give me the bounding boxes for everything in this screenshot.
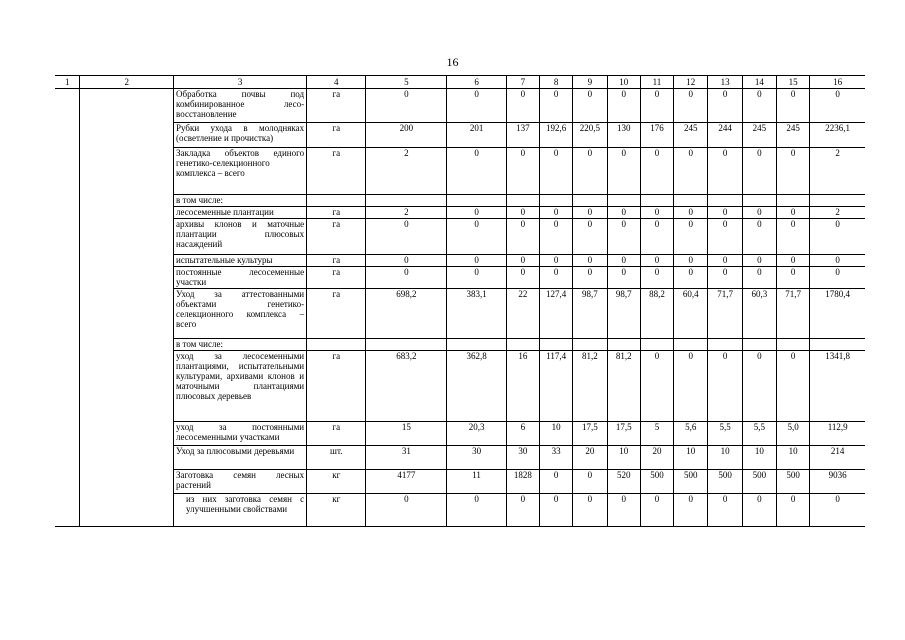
table-row (55, 267, 865, 289)
row-value (573, 339, 607, 351)
row-value: 698,2 (366, 289, 447, 339)
row-value: 362,8 (447, 351, 506, 422)
row-value: 0 (708, 148, 742, 195)
row-value: 0 (640, 494, 673, 527)
header-row (55, 76, 865, 89)
row-value: 520 (607, 470, 640, 494)
row-col-2 (80, 446, 174, 470)
row-value: 10 (607, 446, 640, 470)
row-name: уход за лесосеменными плантациями, испытательными культурами, архивами клонов и маточными плантациями плюсовых деревьев (174, 351, 307, 422)
row-value: 0 (640, 219, 673, 255)
row-unit: га (307, 89, 366, 123)
row-name: Обработка почвы под комбинированное лесо-восстановление (174, 89, 307, 123)
row-value: 2236,1 (810, 123, 865, 148)
column-header: 9 (573, 76, 607, 89)
row-col-1 (55, 207, 80, 219)
row-value: 0 (777, 351, 810, 422)
row-value: 0 (607, 89, 640, 123)
row-value: 0 (573, 89, 607, 123)
row-value: 11 (447, 470, 506, 494)
row-value: 0 (777, 255, 810, 267)
row-unit: га (307, 207, 366, 219)
row-value: 0 (540, 148, 573, 195)
row-value: 0 (506, 219, 539, 255)
row-name: в том числе: (174, 339, 307, 351)
row-name: из них заготовка семян с улучшенными свойствами (174, 494, 307, 527)
row-value: 0 (742, 148, 776, 195)
row-col-2 (80, 123, 174, 148)
row-col-2 (80, 195, 174, 207)
row-value: 0 (777, 494, 810, 527)
row-name: Уход за плюсовыми деревьями (174, 446, 307, 470)
row-value: 0 (742, 207, 776, 219)
row-unit: га (307, 267, 366, 289)
row-value: 5,5 (742, 422, 776, 446)
row-value (777, 339, 810, 351)
table-row (55, 255, 865, 267)
row-value: 0 (810, 267, 865, 289)
row-value (540, 339, 573, 351)
row-col-1 (55, 351, 80, 422)
row-value: 0 (447, 267, 506, 289)
row-col-1 (55, 470, 80, 494)
row-value: 0 (777, 89, 810, 123)
row-col-2 (80, 351, 174, 422)
row-value: 31 (366, 446, 447, 470)
row-value: 0 (674, 351, 708, 422)
table-row (55, 207, 865, 219)
row-value (447, 195, 506, 207)
row-value: 0 (573, 494, 607, 527)
row-value: 0 (640, 89, 673, 123)
row-value: 112,9 (810, 422, 865, 446)
table-row (55, 339, 865, 351)
row-value: 0 (777, 219, 810, 255)
row-value: 0 (708, 89, 742, 123)
row-value: 0 (447, 494, 506, 527)
row-value: 0 (447, 255, 506, 267)
column-header: 7 (506, 76, 539, 89)
row-value: 0 (640, 267, 673, 289)
row-value: 0 (708, 267, 742, 289)
row-value: 0 (674, 89, 708, 123)
row-value: 0 (573, 470, 607, 494)
table-row (55, 446, 865, 470)
row-value: 0 (777, 267, 810, 289)
row-unit (307, 195, 366, 207)
row-value: 2 (366, 207, 447, 219)
row-name: постоянные лесосеменные участки (174, 267, 307, 289)
table-row (55, 148, 865, 195)
row-col-2 (80, 89, 174, 123)
row-value: 22 (506, 289, 539, 339)
row-unit: га (307, 123, 366, 148)
row-col-1 (55, 422, 80, 446)
row-name: Заготовка семян лесных растений (174, 470, 307, 494)
row-col-2 (80, 267, 174, 289)
table-row (55, 351, 865, 422)
column-header: 11 (640, 76, 673, 89)
row-value (640, 195, 673, 207)
row-value: 200 (366, 123, 447, 148)
row-value: 16 (506, 351, 539, 422)
row-value: 0 (777, 207, 810, 219)
row-value: 176 (640, 123, 673, 148)
row-value: 9036 (810, 470, 865, 494)
row-value: 5 (640, 422, 673, 446)
row-value: 15 (366, 422, 447, 446)
row-value: 500 (742, 470, 776, 494)
row-col-2 (80, 289, 174, 339)
row-unit: га (307, 422, 366, 446)
column-header: 4 (307, 76, 366, 89)
row-unit (307, 339, 366, 351)
row-value: 2 (810, 148, 865, 195)
table-row (55, 89, 865, 123)
row-value: 0 (640, 255, 673, 267)
row-value: 0 (674, 148, 708, 195)
row-value (607, 339, 640, 351)
row-value (708, 195, 742, 207)
row-value: 500 (708, 470, 742, 494)
row-value: 71,7 (777, 289, 810, 339)
row-value: 0 (708, 351, 742, 422)
row-value: 0 (540, 207, 573, 219)
row-value: 0 (674, 207, 708, 219)
row-value (742, 339, 776, 351)
row-col-1 (55, 494, 80, 527)
row-value (506, 195, 539, 207)
row-value: 0 (674, 267, 708, 289)
row-value: 0 (366, 255, 447, 267)
row-value: 0 (573, 219, 607, 255)
table-row (55, 422, 865, 446)
row-col-2 (80, 219, 174, 255)
row-unit: га (307, 148, 366, 195)
row-value: 10 (708, 446, 742, 470)
row-value: 5,5 (708, 422, 742, 446)
table-row (55, 470, 865, 494)
row-col-2 (80, 470, 174, 494)
row-col-2 (80, 339, 174, 351)
row-value: 81,2 (573, 351, 607, 422)
row-value: 0 (742, 219, 776, 255)
row-value: 0 (708, 207, 742, 219)
row-value: 30 (506, 446, 539, 470)
row-value: 0 (742, 255, 776, 267)
row-value: 244 (708, 123, 742, 148)
table-row (55, 494, 865, 527)
column-header: 16 (810, 76, 865, 89)
row-unit: га (307, 255, 366, 267)
row-value: 0 (447, 207, 506, 219)
row-name: Закладка объектов единого генетико-селекционного комплекса – всего (174, 148, 307, 195)
row-value: 20 (573, 446, 607, 470)
row-col-2 (80, 255, 174, 267)
column-header: 2 (80, 76, 174, 89)
row-value (777, 195, 810, 207)
row-value: 6 (506, 422, 539, 446)
row-value: 0 (540, 89, 573, 123)
row-value: 0 (506, 89, 539, 123)
row-value: 0 (506, 494, 539, 527)
row-value: 683,2 (366, 351, 447, 422)
row-value: 30 (447, 446, 506, 470)
row-value: 0 (607, 207, 640, 219)
row-value: 0 (573, 148, 607, 195)
table-row (55, 219, 865, 255)
row-name: Уход за аттестованными объектами генетико-селекционного комплекса – всего (174, 289, 307, 339)
row-value: 98,7 (607, 289, 640, 339)
row-value (506, 339, 539, 351)
column-header: 14 (742, 76, 776, 89)
row-value: 0 (810, 494, 865, 527)
row-value: 500 (640, 470, 673, 494)
data-table (55, 75, 865, 527)
row-value: 0 (506, 255, 539, 267)
row-value: 0 (366, 219, 447, 255)
row-col-1 (55, 446, 80, 470)
row-name: Рубки ухода в молодняках (осветление и прочистка) (174, 123, 307, 148)
row-value (742, 195, 776, 207)
row-value: 192,6 (540, 123, 573, 148)
row-value: 0 (607, 494, 640, 527)
row-value: 0 (777, 148, 810, 195)
row-value: 0 (742, 351, 776, 422)
row-value: 0 (640, 207, 673, 219)
column-header: 8 (540, 76, 573, 89)
row-value: 60,3 (742, 289, 776, 339)
row-value: 2 (810, 207, 865, 219)
row-value: 0 (708, 255, 742, 267)
row-value (540, 195, 573, 207)
table-row (55, 289, 865, 339)
row-value: 20,3 (447, 422, 506, 446)
row-col-2 (80, 494, 174, 527)
row-value: 0 (810, 89, 865, 123)
row-value: 0 (573, 267, 607, 289)
row-value: 0 (640, 351, 673, 422)
row-name: лесосеменные плантации (174, 207, 307, 219)
row-value: 0 (366, 494, 447, 527)
column-header: 1 (55, 76, 80, 89)
row-value: 383,1 (447, 289, 506, 339)
row-value: 0 (607, 148, 640, 195)
row-name: испытательные культуры (174, 255, 307, 267)
row-value: 0 (540, 255, 573, 267)
row-value: 71,7 (708, 289, 742, 339)
row-value: 1828 (506, 470, 539, 494)
row-value: 0 (366, 267, 447, 289)
column-header: 13 (708, 76, 742, 89)
row-unit: га (307, 289, 366, 339)
row-value: 245 (777, 123, 810, 148)
table-row (55, 195, 865, 207)
row-value: 0 (674, 494, 708, 527)
row-value: 0 (640, 148, 673, 195)
row-value: 500 (777, 470, 810, 494)
row-value: 117,4 (540, 351, 573, 422)
row-col-1 (55, 219, 80, 255)
row-col-1 (55, 148, 80, 195)
row-value: 0 (607, 219, 640, 255)
row-value: 5,6 (674, 422, 708, 446)
row-col-1 (55, 339, 80, 351)
row-value: 0 (573, 255, 607, 267)
row-value: 33 (540, 446, 573, 470)
row-value: 0 (540, 267, 573, 289)
row-value: 245 (674, 123, 708, 148)
row-value: 127,4 (540, 289, 573, 339)
column-header: 3 (174, 76, 307, 89)
row-value: 98,7 (573, 289, 607, 339)
row-value (447, 339, 506, 351)
row-value: 0 (573, 207, 607, 219)
row-value: 17,5 (573, 422, 607, 446)
row-value: 10 (777, 446, 810, 470)
row-value: 500 (674, 470, 708, 494)
row-value: 0 (742, 494, 776, 527)
row-value: 0 (506, 207, 539, 219)
row-value: 0 (742, 89, 776, 123)
column-header: 10 (607, 76, 640, 89)
row-col-1 (55, 195, 80, 207)
row-unit: шт. (307, 446, 366, 470)
row-value: 0 (540, 494, 573, 527)
row-value: 0 (607, 255, 640, 267)
row-col-2 (80, 148, 174, 195)
row-value: 0 (810, 219, 865, 255)
row-value: 0 (742, 267, 776, 289)
row-value: 214 (810, 446, 865, 470)
row-value: 10 (674, 446, 708, 470)
column-header: 5 (366, 76, 447, 89)
row-value: 0 (366, 89, 447, 123)
row-value: 220,5 (573, 123, 607, 148)
column-header: 15 (777, 76, 810, 89)
row-value: 0 (506, 148, 539, 195)
row-value (810, 195, 865, 207)
row-col-1 (55, 123, 80, 148)
row-value: 0 (540, 470, 573, 494)
row-value: 81,2 (607, 351, 640, 422)
row-col-1 (55, 289, 80, 339)
row-name: архивы клонов и маточные плантации плюсовых насаждений (174, 219, 307, 255)
row-value: 0 (674, 255, 708, 267)
row-value: 0 (708, 494, 742, 527)
row-name: уход за постоянными лесосеменными участками (174, 422, 307, 446)
row-value: 1780,4 (810, 289, 865, 339)
row-value (674, 339, 708, 351)
table-row (55, 123, 865, 148)
row-value: 5,0 (777, 422, 810, 446)
row-unit: га (307, 351, 366, 422)
row-value: 2 (366, 148, 447, 195)
row-value (640, 339, 673, 351)
row-value: 0 (447, 148, 506, 195)
row-value (366, 339, 447, 351)
row-unit: кг (307, 470, 366, 494)
row-value: 10 (540, 422, 573, 446)
row-col-2 (80, 207, 174, 219)
row-col-1 (55, 255, 80, 267)
row-value (674, 195, 708, 207)
row-col-2 (80, 422, 174, 446)
row-value: 0 (708, 219, 742, 255)
row-value: 60,4 (674, 289, 708, 339)
column-header: 12 (674, 76, 708, 89)
row-value: 17,5 (607, 422, 640, 446)
row-value: 0 (540, 219, 573, 255)
row-value: 0 (447, 89, 506, 123)
row-value: 245 (742, 123, 776, 148)
row-value (708, 339, 742, 351)
row-value: 0 (607, 267, 640, 289)
row-unit: кг (307, 494, 366, 527)
column-header: 6 (447, 76, 506, 89)
row-value: 0 (447, 219, 506, 255)
row-value: 1341,8 (810, 351, 865, 422)
row-value (607, 195, 640, 207)
page-number: 16 (446, 55, 459, 69)
row-col-1 (55, 89, 80, 123)
row-col-1 (55, 267, 80, 289)
row-value: 4177 (366, 470, 447, 494)
row-value: 137 (506, 123, 539, 148)
row-value (366, 195, 447, 207)
row-value: 130 (607, 123, 640, 148)
row-value: 88,2 (640, 289, 673, 339)
row-value (573, 195, 607, 207)
row-value: 0 (674, 219, 708, 255)
row-unit: га (307, 219, 366, 255)
row-value (810, 339, 865, 351)
row-value: 10 (742, 446, 776, 470)
row-value: 0 (506, 267, 539, 289)
row-value: 20 (640, 446, 673, 470)
row-name: в том числе: (174, 195, 307, 207)
row-value: 0 (810, 255, 865, 267)
row-value: 201 (447, 123, 506, 148)
